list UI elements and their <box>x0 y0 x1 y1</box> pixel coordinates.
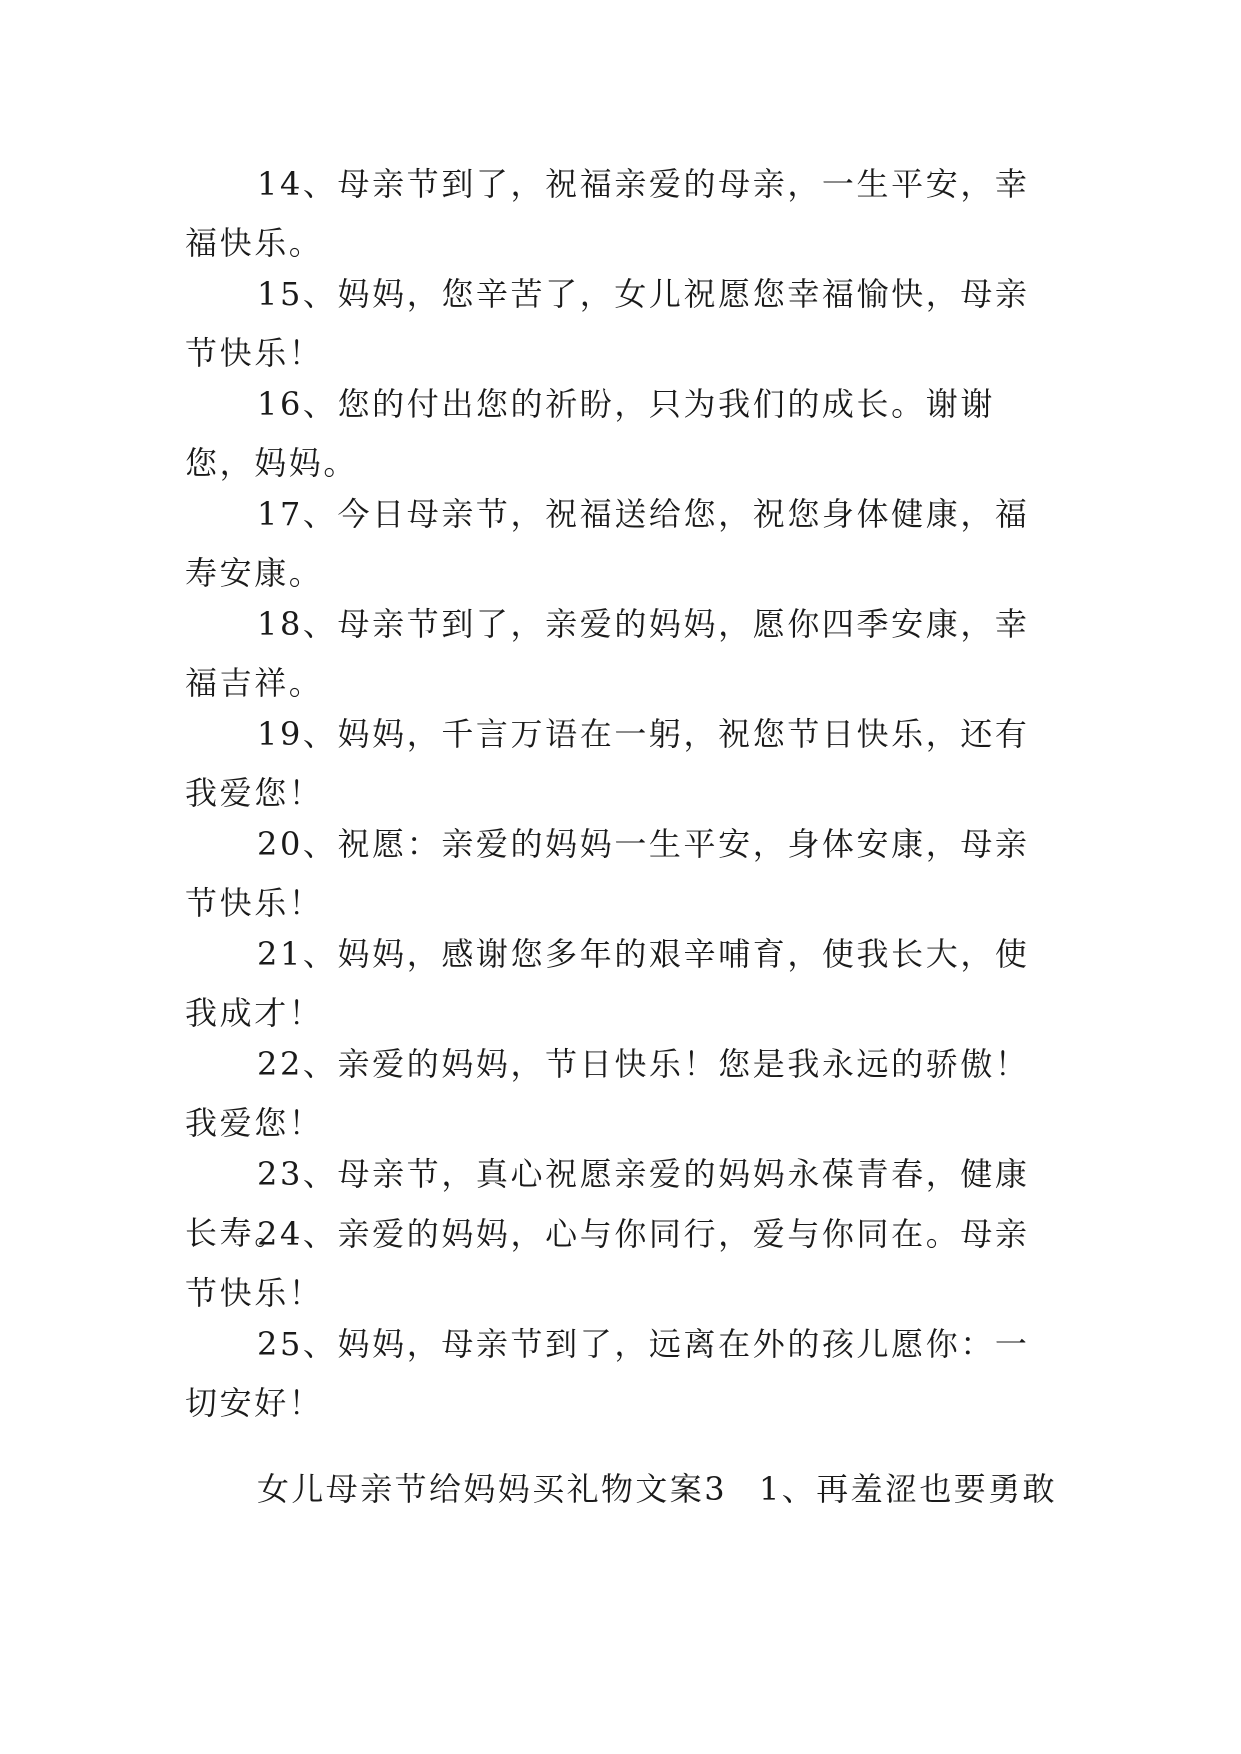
section-heading-line <box>257 1460 1057 1519</box>
paragraph-19: 19、妈妈，千言万语在一躬，祝您节日快乐，还有我爱您！ <box>185 715 1030 812</box>
paragraph-17: 17、今日母亲节，祝福送给您，祝您身体健康，福寿安康。 <box>185 495 1030 592</box>
paragraph-18: 18、母亲节到了，亲爱的妈妈，愿你四季安康，幸福吉祥。 <box>185 605 1030 702</box>
paragraph-23: 23、母亲节，真心祝愿亲爱的妈妈永葆青春，健康长寿。 <box>185 1155 1030 1252</box>
paragraph-25: 25、妈妈，母亲节到了，远离在外的孩儿愿你：一切安好！ <box>185 1325 1030 1422</box>
paragraph-14: 14、母亲节到了，祝福亲爱的母亲，一生平安，幸福快乐。 <box>185 165 1030 262</box>
paragraph-20: 20、祝愿：亲爱的妈妈一生平安，身体安康，母亲节快乐！ <box>185 825 1030 922</box>
paragraph-21: 21、妈妈，感谢您多年的艰辛哺育，使我长大，使我成才！ <box>185 935 1030 1032</box>
paragraph-16: 16、您的付出您的祈盼，只为我们的成长。谢谢您，妈妈。 <box>185 385 995 482</box>
paragraph-24: 24、亲爱的妈妈，心与你同行，爱与你同在。母亲节快乐！ <box>185 1215 1030 1312</box>
paragraph-22: 22、亲爱的妈妈，节日快乐！您是我永远的骄傲！我爱您！ <box>185 1045 1030 1142</box>
section-heading: 女儿母亲节给妈妈买礼物文案3 <box>257 1470 727 1508</box>
section-first-item: 1、再羞涩也要勇敢 <box>759 1470 1057 1508</box>
paragraph-15: 15、妈妈，您辛苦了，女儿祝愿您幸福愉快，母亲节快乐！ <box>185 275 1030 372</box>
